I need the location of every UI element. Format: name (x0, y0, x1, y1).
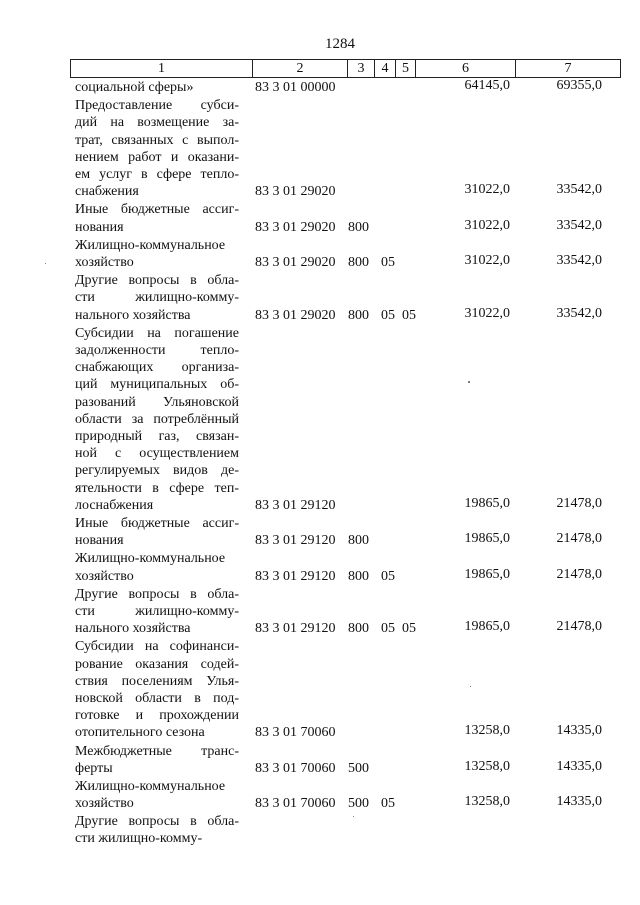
row-name (75, 638, 239, 741)
row-vr: 800 (348, 621, 369, 637)
row-value-7: 33542,0 (556, 252, 602, 268)
table-row (0, 813, 640, 848)
header-col-4: 4 (374, 60, 395, 77)
row-value-6: 19865,0 (464, 566, 510, 582)
row-name-line: Иные бюджетные ассиг- (75, 202, 239, 218)
scan-speck (468, 381, 470, 383)
row-name (75, 325, 239, 514)
row-rz: 05 (381, 254, 395, 270)
row-name-line: Предоставление субси- (75, 98, 239, 114)
row-name-line: регулируемых видов де- (75, 463, 239, 479)
table-row (0, 586, 640, 639)
row-value-7: 14335,0 (556, 723, 602, 739)
row-name-line: Жилищно-коммунальное (75, 237, 226, 253)
row-name (75, 743, 239, 777)
row-value-6: 31022,0 (464, 252, 510, 268)
row-code: 83 3 01 00000 (255, 80, 336, 95)
row-name-line: ферты (75, 760, 113, 776)
header-col-3: 3 (347, 60, 374, 77)
row-name-line: области за потреблённый (75, 411, 239, 427)
row-vr: 800 (348, 568, 369, 584)
row-vr: 500 (348, 760, 369, 776)
scan-speck (470, 686, 471, 687)
row-name (75, 272, 239, 324)
row-value-7: 21478,0 (556, 531, 602, 547)
header-col-6: 6 (415, 60, 515, 77)
row-value-7: 69355,0 (556, 78, 602, 93)
row-vr: 800 (348, 533, 369, 549)
row-name-line: сти жилищно-комму- (75, 603, 239, 619)
row-name-line: отопительного сезона (75, 725, 205, 741)
row-name-line: готовке и прохождении (75, 708, 239, 724)
row-value-6: 31022,0 (464, 182, 510, 198)
row-code: 83 3 01 29120 (255, 533, 336, 549)
row-value-7: 14335,0 (556, 794, 602, 810)
row-value-7: 33542,0 (556, 305, 602, 321)
row-code: 83 3 01 70060 (255, 796, 336, 812)
row-code: 83 3 01 29020 (255, 307, 336, 323)
table-row (0, 515, 640, 550)
row-name-line: снабжающих организа- (75, 360, 239, 376)
row-name-line: хозяйство (75, 796, 134, 812)
row-name-line: дий на возмещение за- (75, 115, 239, 131)
row-name-line: ной с осуществлением (75, 446, 239, 462)
scan-speck (45, 263, 46, 264)
scan-speck (353, 816, 354, 817)
row-name-line: хозяйство (75, 568, 134, 584)
row-value-6: 19865,0 (464, 619, 510, 635)
table-header (70, 59, 621, 78)
header-col-5: 5 (395, 60, 415, 77)
table-row (0, 79, 640, 97)
row-name-line: новской области в под- (75, 690, 239, 706)
row-value-6: 31022,0 (464, 305, 510, 321)
row-value-6: 19865,0 (464, 495, 510, 511)
row-name-line: Другие вопросы в обла- (75, 586, 239, 602)
row-name (75, 79, 239, 96)
row-name-line: хозяйство (75, 254, 134, 270)
row-name-line: Жилищно-коммунальное (75, 551, 226, 567)
row-name-line: нением работ и оказани- (75, 149, 239, 165)
row-value-6: 31022,0 (464, 217, 510, 233)
row-code: 83 3 01 70060 (255, 725, 336, 741)
header-col-1: 1 (158, 61, 165, 76)
table-row (0, 638, 640, 742)
row-name-line: ятельности в сфере теп- (75, 480, 239, 496)
row-code: 83 3 01 70060 (255, 760, 336, 776)
row-name-line: снабжения (75, 184, 139, 200)
row-name-line: Межбюджетные транс- (75, 743, 239, 759)
table-row (0, 778, 640, 813)
row-name-line: социальной сферы» (75, 80, 194, 95)
row-name-line: нования (75, 533, 124, 549)
row-name-line: Субсидии на погашение (75, 325, 239, 341)
header-col-7: 7 (515, 60, 620, 77)
row-name (75, 586, 239, 638)
row-name-line: разований Ульяновской (75, 394, 239, 410)
row-value-7: 21478,0 (556, 619, 602, 635)
row-name-line: лоснабжения (75, 497, 154, 513)
row-pr: 05 (402, 621, 416, 637)
table-row (0, 272, 640, 325)
row-name (75, 237, 239, 271)
row-name-line: Другие вопросы в обла- (75, 273, 239, 289)
row-value-6: 19865,0 (464, 531, 510, 547)
row-code: 83 3 01 29020 (255, 219, 336, 235)
row-vr: 800 (348, 307, 369, 323)
row-name-line: сти жилищно-комму- (75, 831, 203, 847)
row-name-line: нального хозяйства (75, 621, 191, 637)
row-name-line: нального хозяйства (75, 307, 191, 323)
row-name (75, 515, 239, 549)
row-value-7: 21478,0 (556, 566, 602, 582)
row-name (75, 550, 239, 584)
table-row (0, 550, 640, 585)
row-name (75, 201, 239, 235)
table-row (0, 237, 640, 272)
row-name-line: Субсидии на софинанси- (75, 639, 239, 655)
row-code: 83 3 01 29120 (255, 621, 336, 637)
table-row (0, 325, 640, 515)
row-vr: 800 (348, 219, 369, 235)
row-code: 83 3 01 29020 (255, 254, 336, 270)
table-row (0, 201, 640, 236)
row-name (75, 778, 239, 812)
row-name-line: ствия поселениям Улья- (75, 673, 239, 689)
row-rz: 05 (381, 307, 395, 323)
row-value-6: 64145,0 (464, 78, 510, 93)
row-vr: 500 (348, 796, 369, 812)
row-value-7: 33542,0 (556, 217, 602, 233)
table-body (0, 79, 640, 849)
row-value-7: 21478,0 (556, 495, 602, 511)
row-value-7: 14335,0 (556, 758, 602, 774)
row-name-line: задолженности тепло- (75, 342, 239, 358)
table-row (0, 97, 640, 201)
header-col-2: 2 (252, 60, 347, 77)
row-name-line: ций муниципальных об- (75, 377, 239, 393)
row-name-line: Жилищно-коммунальное (75, 778, 226, 794)
row-code: 83 3 01 29120 (255, 497, 336, 513)
row-value-7: 33542,0 (556, 182, 602, 198)
row-code: 83 3 01 29020 (255, 184, 336, 200)
row-code: 83 3 01 29120 (255, 568, 336, 584)
row-vr: 800 (348, 254, 369, 270)
row-name-line: Другие вопросы в обла- (75, 814, 239, 830)
row-rz: 05 (381, 568, 395, 584)
row-rz: 05 (381, 796, 395, 812)
page-number: 1284 (325, 36, 355, 52)
row-pr: 05 (402, 307, 416, 323)
row-rz: 05 (381, 621, 395, 637)
table-row (0, 743, 640, 778)
row-value-6: 13258,0 (464, 723, 510, 739)
row-name (75, 97, 239, 200)
row-name-line: нования (75, 219, 124, 235)
row-name (75, 813, 239, 847)
row-name-line: природный газ, связан- (75, 428, 239, 444)
row-value-6: 13258,0 (464, 794, 510, 810)
row-value-6: 13258,0 (464, 758, 510, 774)
row-name-line: трат, связанных с выпол- (75, 132, 239, 148)
row-name-line: сти жилищно-комму- (75, 290, 239, 306)
row-name-line: ем услуг в сфере тепло- (75, 167, 239, 182)
row-name-line: рование оказания содей- (75, 656, 239, 672)
row-name-line: Иные бюджетные ассиг- (75, 515, 239, 531)
